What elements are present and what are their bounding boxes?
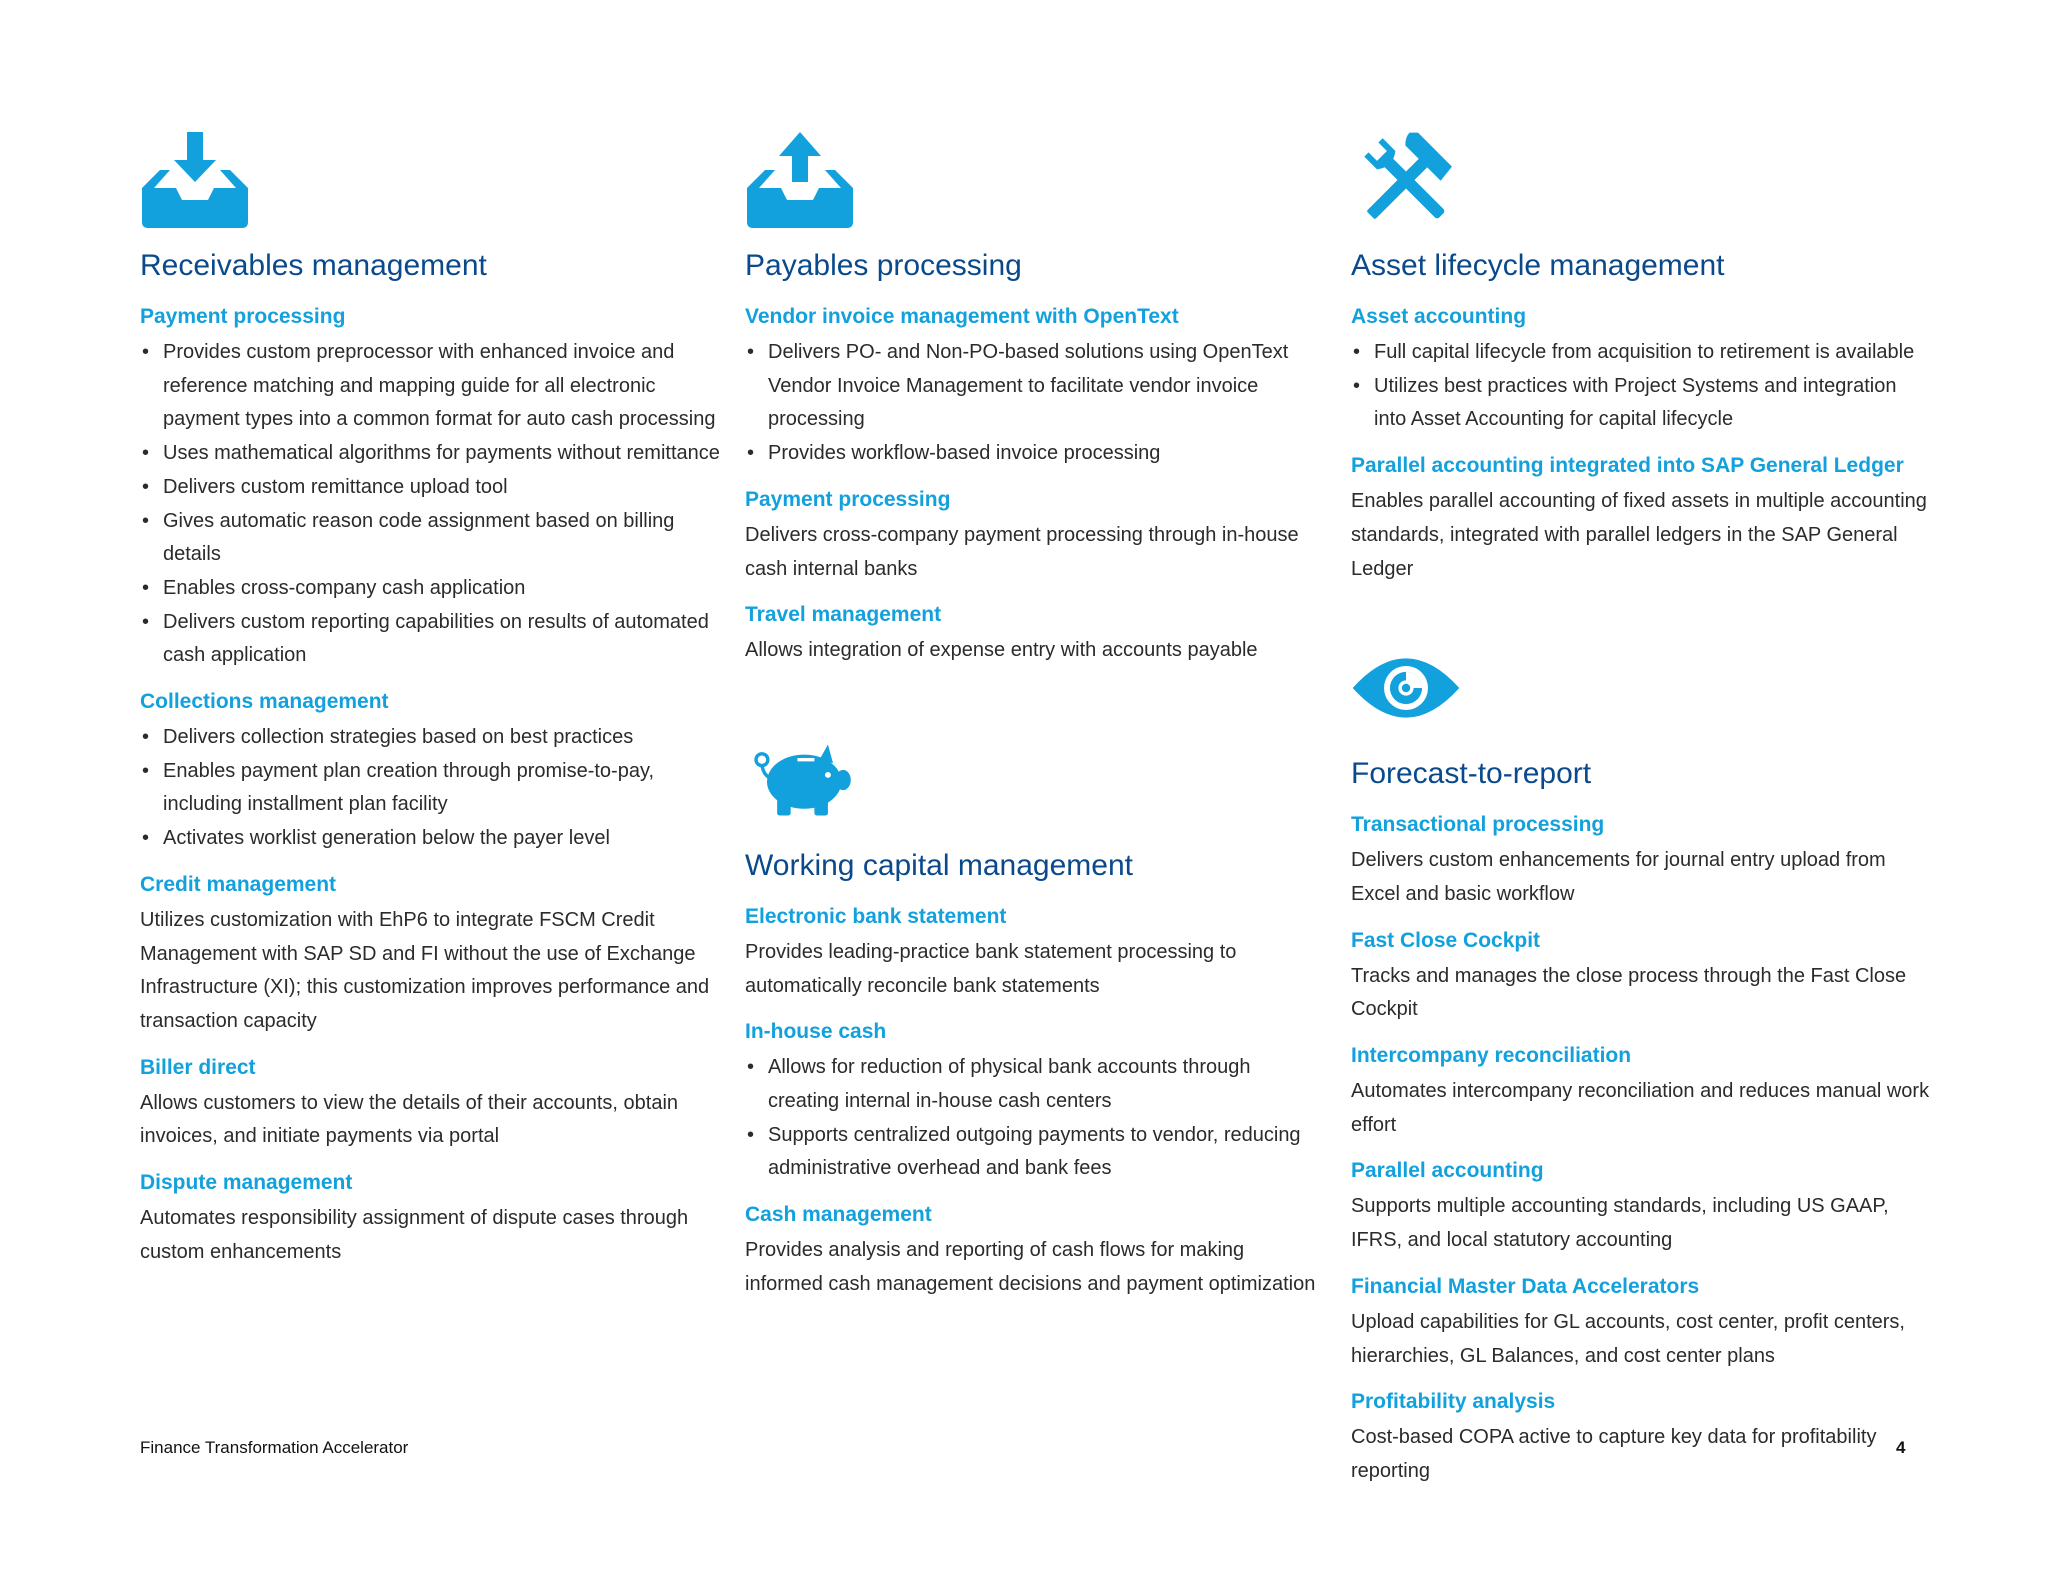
- bullet-item: • Delivers collection strategies based on best practices: [140, 721, 725, 755]
- bullet-item: • Delivers custom remittance upload tool: [140, 471, 725, 505]
- bullet-list: [745, 1051, 1320, 1186]
- subheading: Travel management: [745, 603, 942, 627]
- paragraph: Allows integration of expense entry with accounts payable: [745, 639, 1258, 662]
- paragraph: Enables parallel accounting of fixed assets in multiple accounting standards, integrated with parallel ledgers in the SAP General Ledger: [1351, 490, 1927, 580]
- section-title: Payables processing: [745, 249, 1022, 282]
- paragraph: Automates intercompany reconciliation and reduces manual work effort: [1351, 1080, 1930, 1136]
- subheading: Parallel accounting integrated into SAP General Ledger: [1351, 454, 1904, 478]
- section-title: Working capital management: [745, 848, 1133, 882]
- bullet-item: • Supports centralized outgoing payments to vendor, reducing administrative overhead and bank fees: [745, 1119, 1320, 1186]
- subheading: Financial Master Data Accelerators: [1351, 1274, 1700, 1298]
- paragraph: Provides leading-practice bank statement processing to automatically reconcile bank statements: [745, 940, 1237, 997]
- subheading: Asset accounting: [1351, 305, 1527, 328]
- subheading: Intercompany reconciliation: [1351, 1044, 1632, 1068]
- bullet-list: [140, 336, 725, 673]
- bullet-item: • Utilizes best practices with Project Systems and integration into Asset Accounting for capital lifecycle: [1351, 370, 1931, 437]
- bullet-list: [140, 721, 725, 856]
- bullet-item: • Gives automatic reason code assignment based on billing details: [140, 505, 725, 572]
- piggy-bank-icon: [745, 730, 855, 830]
- inbox-download-icon: [140, 130, 250, 230]
- bullet-list: [1351, 336, 1931, 437]
- subheading: Vendor invoice management with OpenText: [745, 305, 1179, 328]
- subheading: Parallel accounting: [1351, 1159, 1544, 1183]
- subheading: Dispute management: [140, 1171, 353, 1195]
- subheading: Fast Close Cockpit: [1351, 928, 1541, 952]
- paragraph: Cost-based COPA active to capture key data for profitability reporting: [1351, 1426, 1877, 1482]
- paragraph: Supports multiple accounting standards, including US GAAP, IFRS, and local statutory accounting: [1351, 1195, 1889, 1252]
- bullet-item: • Full capital lifecycle from acquisition to retirement is available: [1351, 336, 1931, 370]
- bullet-item: • Uses mathematical algorithms for payments without remittance: [140, 437, 725, 471]
- bullet-item: • Allows for reduction of physical bank accounts through creating internal in-house cash centers: [745, 1051, 1320, 1118]
- bullet-list: [745, 336, 1320, 471]
- section-title: Asset lifecycle management: [1351, 249, 1725, 282]
- subheading: In-house cash: [745, 1020, 887, 1044]
- footer-document-title: Finance Transformation Accelerator: [140, 1438, 409, 1457]
- bullet-item: • Enables payment plan creation through promise-to-pay, including installment plan facility: [140, 755, 725, 822]
- receivables-column: [140, 130, 725, 1269]
- paragraph: Upload capabilities for GL accounts, cost center, profit centers, hierarchies, GL Balances, and cost center plans: [1351, 1310, 1905, 1367]
- inbox-upload-icon: [745, 130, 855, 230]
- section-title: Receivables management: [140, 249, 487, 282]
- section-title: Forecast-to-report: [1351, 757, 1592, 791]
- spacer: [1351, 586, 1931, 638]
- payables-column: [745, 130, 1320, 1302]
- bullet-item: • Provides workflow-based invoice processing: [745, 437, 1320, 471]
- subheading: Cash management: [745, 1203, 932, 1227]
- paragraph: Allows customers to view the details of their accounts, obtain invoices, and initiate payments via portal: [140, 1091, 679, 1148]
- paragraph: Automates responsibility assignment of dispute cases through custom enhancements: [140, 1207, 689, 1263]
- bullet-item: • Delivers PO- and Non-PO-based solutions using OpenText Vendor Invoice Management to facilitate vendor invoice processing: [745, 336, 1320, 437]
- paragraph: Delivers cross-company payment processing through in-house cash internal banks: [745, 523, 1299, 580]
- bullet-item: • Activates worklist generation below the payer level: [140, 822, 725, 856]
- bullet-item: • Enables cross-company cash application: [140, 572, 725, 606]
- subheading: Profitability analysis: [1351, 1390, 1556, 1414]
- subheading: Credit management: [140, 872, 337, 896]
- subheading: Transactional processing: [1351, 813, 1605, 837]
- paragraph: Delivers custom enhancements for journal entry upload from Excel and basic workflow: [1351, 849, 1886, 905]
- bullet-item: • Delivers custom reporting capabilities on results of automated cash application: [140, 606, 725, 673]
- paragraph: Provides analysis and reporting of cash flows for making informed cash management decisions and payment optimization: [745, 1239, 1316, 1295]
- bullet-item: • Provides custom preprocessor with enhanced invoice and reference matching and mapping guide for all electronic payment types into a common format for auto cash processing: [140, 336, 725, 437]
- paragraph: Utilizes customization with EhP6 to integrate FSCM Credit Management with SAP SD and FI without the use of Exchange Infrastructure (XI); this customization improves performance and transaction capacity: [140, 908, 710, 1032]
- asset-forecast-column: [1351, 130, 1931, 1489]
- spacer: [745, 668, 1320, 730]
- page-number: 4: [1896, 1438, 1906, 1457]
- subheading: Payment processing: [140, 305, 346, 328]
- subheading: Payment processing: [745, 487, 951, 511]
- subheading: Electronic bank statement: [745, 904, 1007, 928]
- eye-icon: [1351, 638, 1461, 738]
- subheading: Biller direct: [140, 1055, 256, 1079]
- paragraph: Tracks and manages the close process through the Fast Close Cockpit: [1351, 964, 1907, 1021]
- hammer-wrench-icon: [1351, 130, 1461, 230]
- subheading: Collections management: [140, 690, 389, 714]
